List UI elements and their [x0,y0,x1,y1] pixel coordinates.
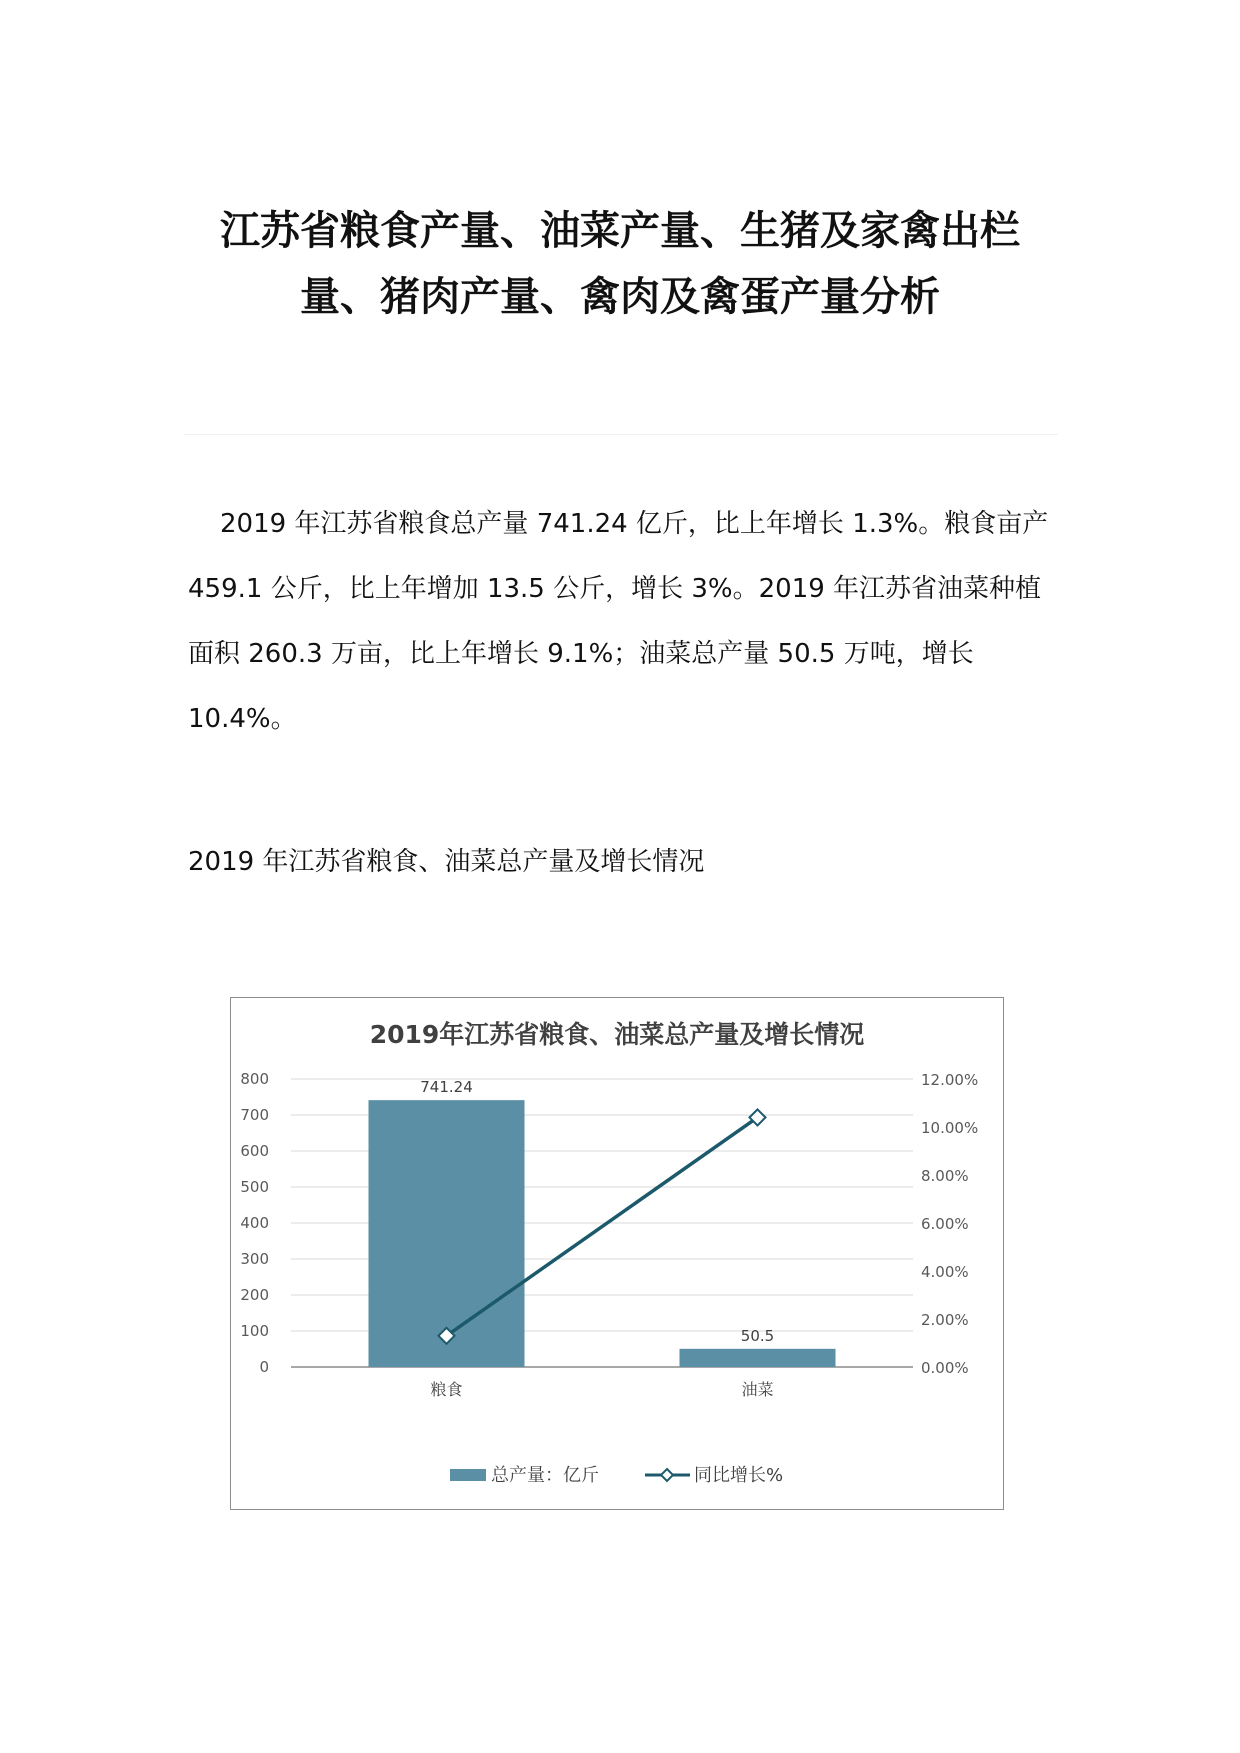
y-left-tick-label: 700 [240,1106,269,1124]
legend-swatch-bar [450,1469,486,1481]
y-right-tick-label: 2.00% [921,1311,969,1329]
legend-swatch-marker [661,1469,673,1481]
y-left-tick-label: 600 [240,1142,269,1160]
body-paragraph: 2019 年江苏省粮食总产量 741.24 亿斤，比上年增长 1.3%。粮食亩产 459.1 公斤，比上年增加 13.5 公斤，增长 3%。2019 年江苏省油菜种植面积 260.3 万亩，比上年增长 9.1%；油菜总产量 50.5 万吨，增长 10.4%。 [188,509,1049,734]
document-title [150,198,1090,330]
bar-value-label: 741.24 [420,1078,473,1097]
grain-rapeseed-chart [231,998,1003,1509]
section-divider [184,434,1058,435]
y-left-tick-label: 300 [240,1250,269,1268]
chart-title: 2019年江苏省粮食、油菜总产量及增长情况 [369,1020,865,1049]
x-tick-label: 粮食 [430,1380,463,1399]
y-right-tick-label: 4.00% [921,1263,969,1281]
y-left-tick-label: 800 [240,1070,269,1088]
y-right-tick-label: 6.00% [921,1215,969,1233]
chart-frame [230,997,1004,1510]
document-title-line-2: 量、猪肉产量、禽肉及禽蛋产量分析 [300,274,940,320]
y-left-tick-label: 400 [240,1214,269,1232]
y-left-tick-label: 100 [240,1322,269,1340]
bar [680,1349,836,1367]
y-left-tick-label: 500 [240,1178,269,1196]
legend-label-line: 同比增长% [694,1465,784,1486]
y-left-tick-label: 200 [240,1286,269,1304]
y-right-tick-label: 0.00% [921,1359,969,1377]
document-title-line-1: 江苏省粮食产量、油菜产量、生猪及家禽出栏 [220,208,1020,254]
y-right-tick-label: 12.00% [921,1071,979,1089]
y-right-tick-label: 8.00% [921,1167,969,1185]
y-right-tick-label: 10.00% [921,1119,979,1137]
figure-caption: 2019 年江苏省粮食、油菜总产量及增长情况 [188,847,705,877]
y-left-tick-label: 0 [259,1358,269,1376]
x-tick-label: 油菜 [741,1380,774,1399]
bar-value-label: 50.5 [740,1326,775,1345]
legend-label-bar: 总产量：亿斤 [491,1465,599,1486]
